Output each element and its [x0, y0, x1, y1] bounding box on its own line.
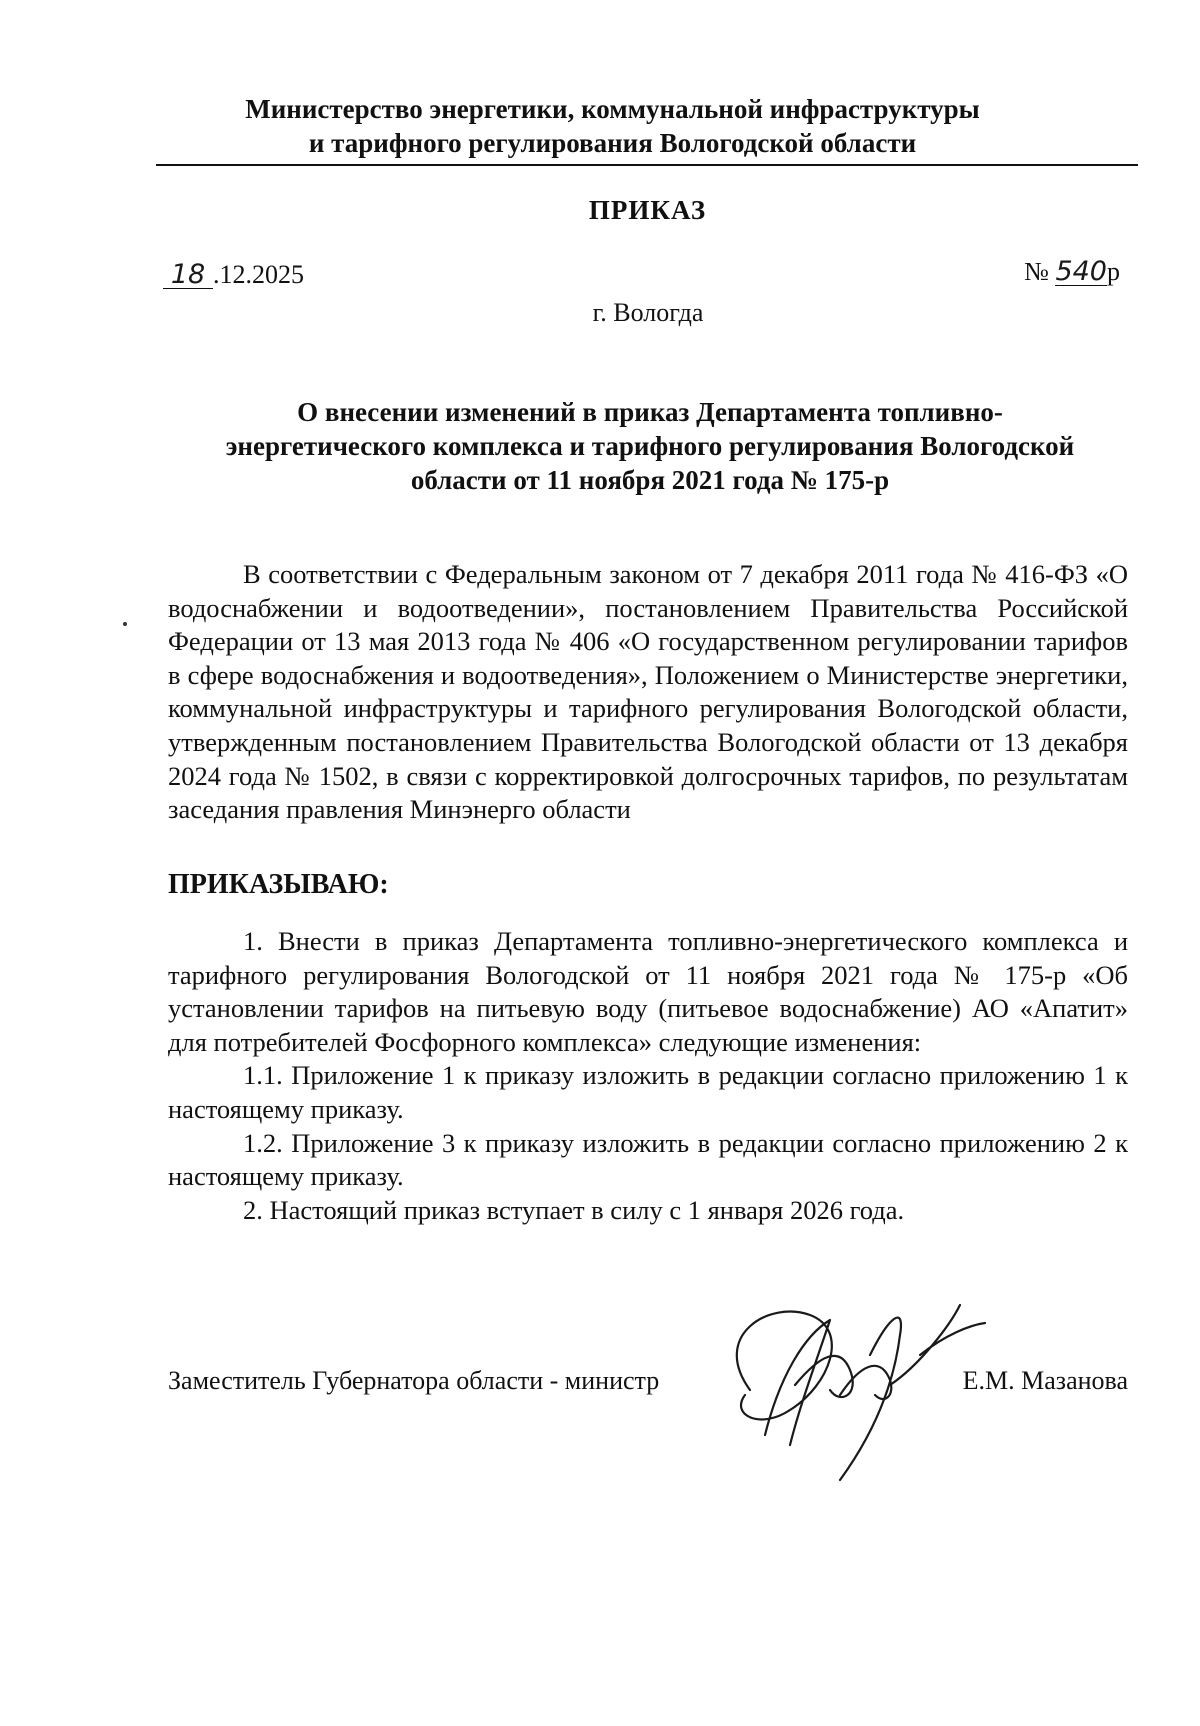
- order-title: ПРИКАЗ: [588, 195, 707, 225]
- item-1-1: 1.1. Приложение 1 к приказу изложить в редакции согласно приложению 1 к настоящему приказу.: [168, 1060, 1128, 1124]
- scan-speck: [123, 622, 127, 626]
- header-divider: [156, 164, 1138, 166]
- signatory-name: Е.М. Мазанова: [962, 1366, 1128, 1395]
- subject-line-1: О внесении изменений в приказ Департамента топливно-: [297, 397, 1003, 427]
- subject-line-3: области от 11 ноября 2021 года № 175-р: [410, 465, 890, 495]
- signatory-position: Заместитель Губернатора области - министр: [168, 1366, 660, 1395]
- preamble-text: В соответствии с Федеральным законом от 7 декабря 2011 года № 416-ФЗ «О водоснабжении и водоотведении», постановлением Правительства Российской Федерации от 13 мая 2013 года № 406 «О государственном регулировании тарифов в сфере водоснабжения и водоотведения», Положением о Министерстве энергетики, коммунальной инфраструктуры и тарифного регулирования Вологодской области, утвержденным постановлением Правительства Вологодской области от 13 декабря 2024 года № 1502, в связи с корректировкой долгосрочных тарифов, по результатам заседания правления Минэнерго области: [168, 559, 1128, 825]
- ministry-line-2: и тарифного регулирования Вологодской области: [308, 128, 917, 158]
- item-1-2: 1.2. Приложение 3 к приказу изложить в редакции согласно приложению 2 к настоящему приказу.: [168, 1127, 1128, 1192]
- ministry-header: [160, 92, 1065, 160]
- order-date-rest: .12.2025: [213, 260, 304, 289]
- order-number-suffix: р: [1107, 257, 1120, 286]
- order-city: г. Вологда: [592, 298, 704, 327]
- item-2: 2. Настоящий приказ вступает в силу с 1 января 2026 года.: [243, 1194, 905, 1225]
- order-number: [1024, 257, 1120, 287]
- order-subject: [175, 395, 1125, 497]
- order-items: [168, 925, 1128, 1227]
- decree-heading: ПРИКАЗЫВАЮ:: [168, 869, 389, 900]
- subject-line-2: энергетического комплекса и тарифного регулирования Вологодской: [225, 431, 1075, 461]
- order-number-value: 540: [1055, 256, 1107, 287]
- item-1: 1. Внести в приказ Департамента топливно-энергетического комплекса и тарифного регулирования Вологодской от 11 ноября 2021 года № 175-р «Об установлении тарифов на питьевую воду (питьевое водоснабжение) АО «Апатит» для потребителей Фосфорного комплекса» следующие изменения:: [168, 926, 1128, 1057]
- order-date-day: 18: [163, 262, 213, 289]
- preamble-paragraph: [168, 558, 1128, 827]
- order-date: [163, 260, 304, 290]
- ministry-line-1: Министерство энергетики, коммунальной инфраструктуры: [245, 94, 980, 124]
- handwritten-signature: [690, 1295, 990, 1485]
- order-number-prefix: №: [1024, 257, 1049, 286]
